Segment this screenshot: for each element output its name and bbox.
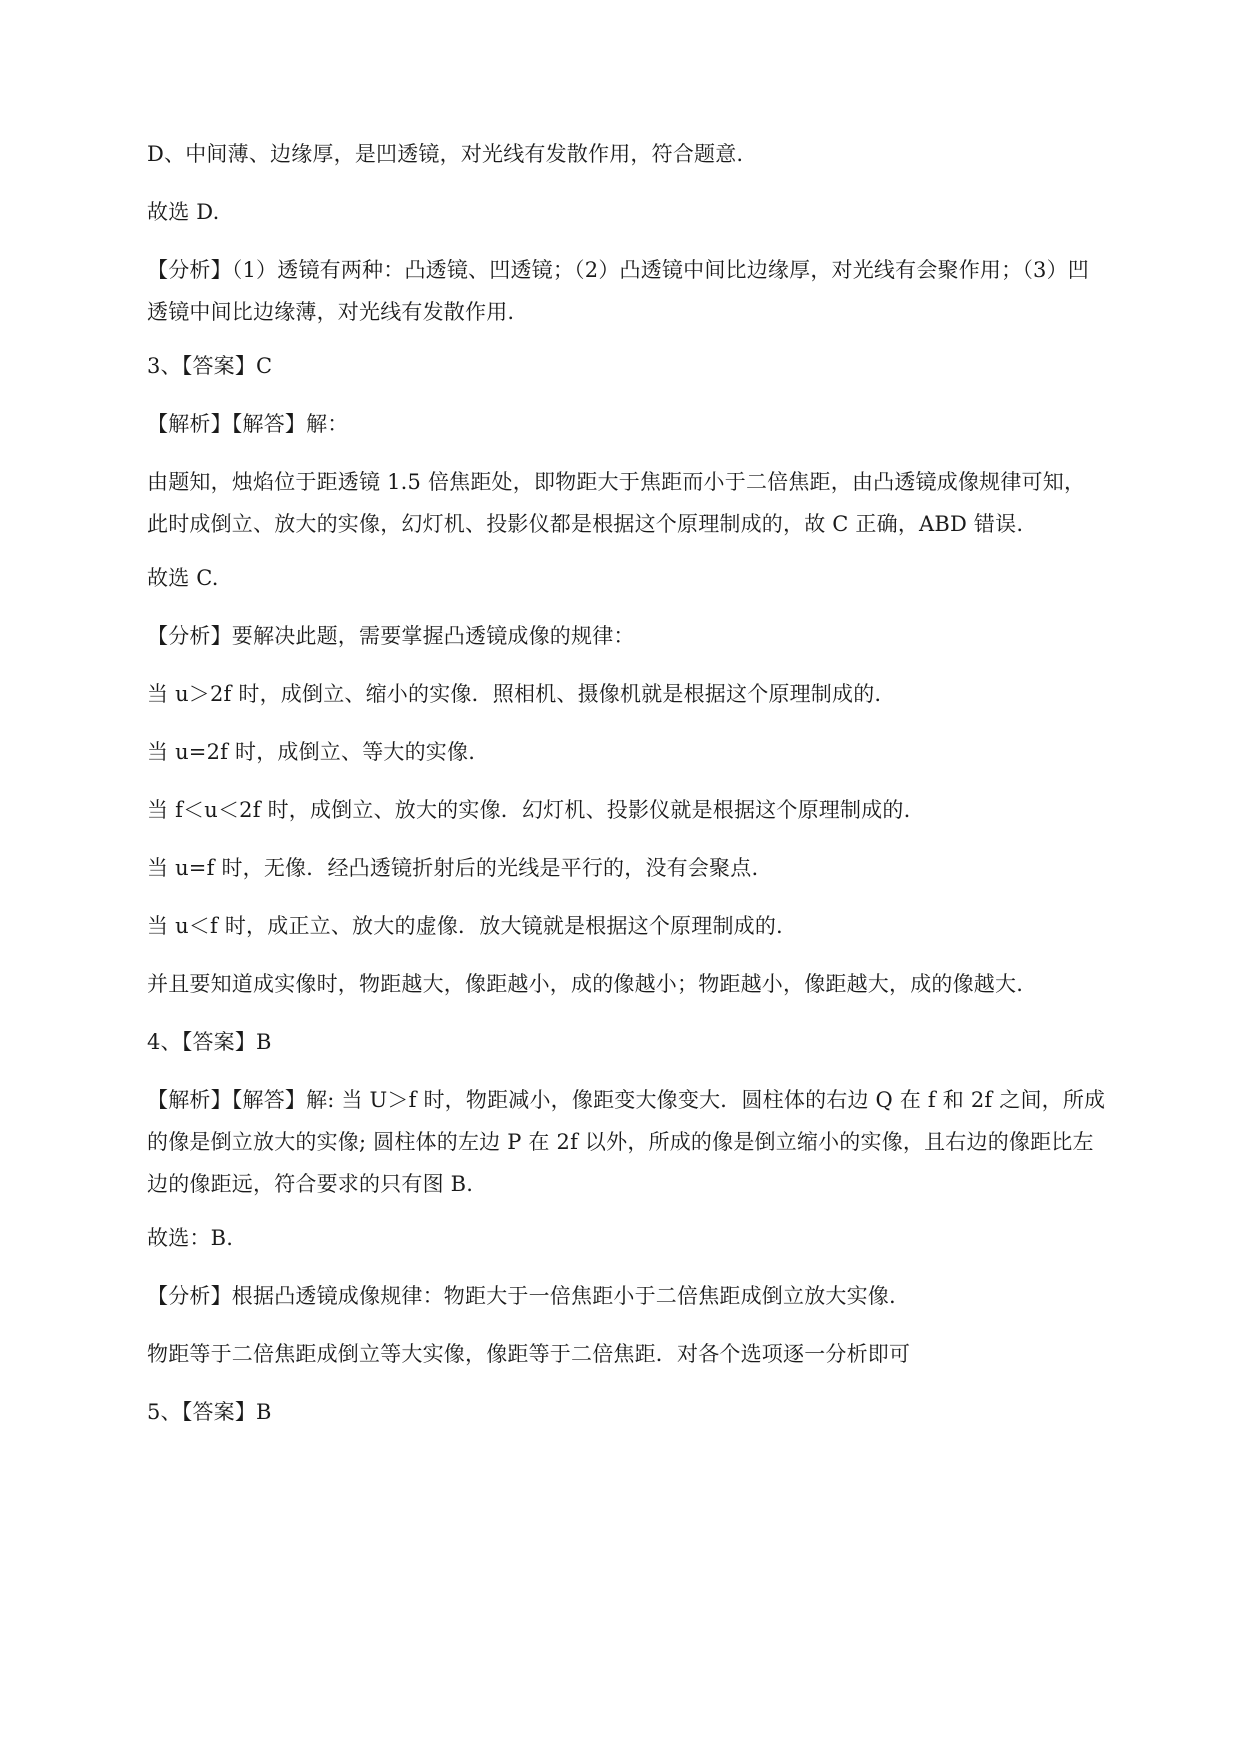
text-line: 当 u＜f 时，成正立、放大的虚像．放大镜就是根据这个原理制成的.	[147, 914, 783, 938]
paragraph-choice-c	[147, 557, 1157, 599]
text-line: 此时成倒立、放大的实像，幻灯机、投影仪都是根据这个原理制成的，故 C 正确，ABD 错误.	[147, 512, 1024, 536]
paragraph-analysis-3	[147, 615, 1157, 657]
text-line: 【分析】要解决此题，需要掌握凸透镜成像的规律：	[147, 624, 635, 648]
paragraph-rule-u-eq-2f	[147, 731, 1157, 773]
paragraph-solution-3-body	[147, 461, 1157, 545]
text-line: D、中间薄、边缘厚，是凹透镜，对光线有发散作用，符合题意.	[147, 142, 744, 166]
text-line: 当 u=2f 时，成倒立、等大的实像.	[147, 740, 476, 764]
paragraph-answer-4	[147, 1021, 1157, 1063]
text-line: 故选 D.	[147, 200, 220, 224]
paragraph-rule-u-eq-f	[147, 847, 1157, 889]
text-line: 物距等于二倍焦距成倒立等大实像，像距等于二倍焦距．对各个选项逐一分析即可	[147, 1342, 911, 1366]
paragraph-solution-4	[147, 1079, 1157, 1205]
text-line: 【解析】【解答】解: 当 U＞f 时，物距减小，像距变大像变大．圆柱体的右边 Q 在 f 和 2f 之间，所成	[147, 1088, 1106, 1112]
text-line: 边的像距远，符合要求的只有图 B.	[147, 1172, 474, 1196]
text-line: 【分析】（1）透镜有两种：凸透镜、凹透镜；（2）凸透镜中间比边缘厚，对光线有会聚作用；（3）凹	[147, 258, 1089, 282]
text-line: 当 u＞2f 时，成倒立、缩小的实像．照相机、摄像机就是根据这个原理制成的.	[147, 682, 882, 706]
paragraph-choice-d	[147, 191, 1157, 233]
paragraph-choice-b	[147, 1217, 1157, 1259]
paragraph-rule-u-lt-f	[147, 905, 1157, 947]
text-line: 的像是倒立放大的实像; 圆柱体的左边 P 在 2f 以外，所成的像是倒立缩小的实像，且右边的像距比左	[147, 1130, 1094, 1154]
paragraph-rule-u-gt-2f	[147, 673, 1157, 715]
paragraph-answer-5	[147, 1391, 1157, 1433]
paragraph-answer-3	[147, 345, 1157, 387]
text-line: 故选 C.	[147, 566, 219, 590]
paragraph-analysis-4-cont	[147, 1333, 1157, 1375]
paragraph-rule-summary	[147, 963, 1157, 1005]
paragraph-analysis-4	[147, 1275, 1157, 1317]
text-line: 3、【答案】C	[147, 354, 273, 378]
text-line: 并且要知道成实像时，物距越大，像距越小，成的像越小；物距越小，像距越大，成的像越大.	[147, 972, 1024, 996]
text-line: 由题知，烛焰位于距透镜 1.5 倍焦距处，即物距大于焦距而小于二倍焦距，由凸透镜成像规律可知，	[147, 470, 1086, 494]
paragraph-option-d	[147, 133, 1157, 175]
text-line: 故选：B.	[147, 1226, 234, 1250]
text-line: 当 f＜u＜2f 时，成倒立、放大的实像．幻灯机、投影仪就是根据这个原理制成的.	[147, 798, 911, 822]
text-line: 【解析】【解答】解：	[147, 412, 349, 436]
text-line: 当 u=f 时，无像．经凸透镜折射后的光线是平行的，没有会聚点.	[147, 856, 759, 880]
text-line: 5、【答案】B	[147, 1400, 272, 1424]
text-line: 【分析】根据凸透镜成像规律：物距大于一倍焦距小于二倍焦距成倒立放大实像.	[147, 1284, 896, 1308]
text-line: 透镜中间比边缘薄，对光线有发散作用.	[147, 300, 515, 324]
text-line: 4、【答案】B	[147, 1030, 272, 1054]
paragraph-solution-3-heading	[147, 403, 1157, 445]
paragraph-analysis-2	[147, 249, 1157, 333]
paragraph-rule-f-lt-u-lt-2f	[147, 789, 1157, 831]
